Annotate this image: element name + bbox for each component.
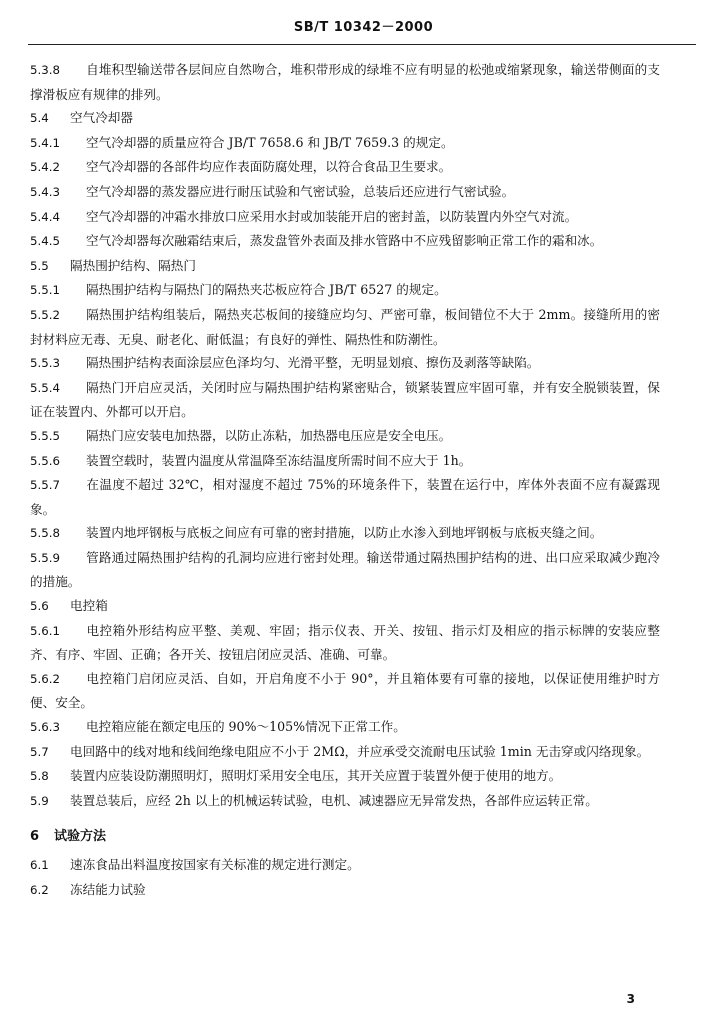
clause-number: 5.5.2 [30, 307, 61, 322]
clause-number: 5.5.5 [30, 428, 61, 443]
clause-6-1 [30, 853, 660, 878]
clause-number: 5.5.4 [30, 380, 61, 395]
clause-text: 空气冷却器的冲霜水排放口应采用水封或加装能开启的密封盖，以防装置内外空气对流。 [86, 208, 578, 224]
clause-number: 5.4.5 [30, 234, 61, 249]
clause-text: 装置空载时，装置内温度从常温降至冻结温度所需时间不应大于 1h。 [86, 452, 472, 468]
clause-5-5-3 [30, 351, 660, 376]
clause-text: 自堆积型输送带各层间应自然吻合，堆积带形成的绿堆不应有明显的松弛或缩紧现象，输送带侧面的支撑滑板应有规律的排列。 [30, 62, 660, 102]
clause-number: 5.9 [30, 793, 49, 808]
clause-text: 电回路中的线对地和线间绝缘电阻应不小于 2MΩ，并应承受交流耐电压试验 1min 无击穿或闪络现象。 [70, 743, 650, 759]
clause-text: 隔热围护结构与隔热门的隔热夹芯板应符合 JB/T 6527 的规定。 [86, 282, 447, 298]
clause-number: 5.6 [30, 599, 49, 614]
clause-text: 空气冷却器的蒸发器应进行耐压试验和气密试验，总装后还应进行气密试验。 [86, 183, 515, 199]
section-title: 试验方法 [54, 829, 107, 845]
clause-number: 5.5.8 [30, 526, 61, 541]
clause-number: 5.6.1 [30, 623, 61, 638]
clause-number: 5.4 [30, 111, 49, 126]
clause-text: 电控箱门启闭应灵活、自如，开启角度不小于 90°，并且箱体要有可靠的接地，以保证使用维护时方便、安全。 [30, 670, 660, 711]
clause-5-4-1 [30, 131, 660, 156]
clause-text: 空气冷却器的质量应符合 JB/T 7658.6 和 JB/T 7659.3 的规定。 [86, 134, 454, 150]
standard-code-header: SB/T 10342－2000 [293, 20, 434, 35]
clause-number: 5.5.7 [30, 478, 61, 493]
clause-number: 5.4.2 [30, 160, 61, 175]
clause-5-5 [30, 254, 660, 279]
clause-5-9 [30, 789, 660, 814]
clause-5-5-8 [30, 521, 660, 546]
clause-5-5-1 [30, 278, 660, 303]
clause-text: 隔热门开启应灵活，关闭时应与隔热围护结构紧密贴合，锁紧装置应牢固可靠，并有安全脱锁装置，保证在装置内、外都可以开启。 [30, 379, 660, 420]
clause-text: 空气冷却器的各部件均应作表面防腐处理，以符合食品卫生要求。 [86, 159, 452, 175]
page-number: 3 [626, 992, 635, 1006]
clause-5-4 [30, 106, 660, 131]
clause-text: 速冻食品出料温度按国家有关标准的规定进行测定。 [70, 857, 360, 872]
clause-text: 冻结能力试验 [70, 881, 146, 897]
clause-text: 装置内地坪钢板与底板之间应有可靠的密封措施，以防止水渗入到地坪钢板与底板夹缝之间。 [86, 525, 603, 541]
clause-5-6-3 [30, 715, 660, 740]
clause-number: 5.5.6 [30, 453, 61, 468]
clause-number: 5.6.3 [30, 720, 61, 735]
clause-text: 管路通过隔热围护结构的孔洞均应进行密封处理。输送带通过隔热围护结构的进、出口应采取减少跑冷的措施。 [30, 549, 660, 590]
clause-text: 隔热门应安装电加热器，以防止冻粘，加热器电压应是安全电压。 [86, 427, 452, 443]
clause-5-6-2 [30, 667, 660, 715]
clause-text: 电控箱应能在额定电压的 90%～105%情况下正常工作。 [86, 719, 406, 735]
clause-text: 装置总装后，应经 2h 以上的机械运转试验，电机、减速器应无异常发热，各部件应运转正常。 [70, 792, 598, 808]
section-number: 6 [30, 829, 40, 845]
clause-text: 在温度不超过 32℃，相对湿度不超过 75%的环境条件下，装置在运行中，库体外表面不应有凝露现象。 [30, 477, 660, 517]
clause-number: 6.1 [30, 858, 49, 872]
clause-5-4-5 [30, 229, 660, 254]
clause-text: 隔热围护结构、隔热门 [70, 257, 196, 273]
clause-6-2 [30, 878, 660, 903]
clause-5-5-2 [30, 303, 660, 351]
document-body [30, 58, 660, 902]
header-rule [28, 44, 696, 45]
clause-number: 5.4.1 [30, 135, 61, 150]
clause-text: 隔热围护结构组装后，隔热夹芯板间的接缝应均匀、严密可靠，板间错位不大于 2mm。接缝所用的密封材料应无毒、无臭、耐老化、耐低温；有良好的弹性、隔热性和防潮性。 [30, 306, 660, 347]
clause-5-6 [30, 594, 660, 619]
clause-number: 5.5.1 [30, 283, 61, 298]
clause-number: 5.6.2 [30, 671, 61, 686]
clause-5-6-1 [30, 619, 660, 667]
clause-text: 空气冷却器 [70, 110, 133, 126]
section-6-heading [30, 825, 660, 849]
clause-text: 装置内应装设防潮照明灯，照明灯采用安全电压，其开关应置于装置外便于使用的地方。 [70, 768, 562, 784]
clause-5-4-3 [30, 180, 660, 205]
clause-5-7 [30, 740, 660, 765]
clause-5-3-8 [30, 58, 660, 106]
clause-number: 5.3.8 [30, 63, 61, 77]
clause-5-5-7 [30, 473, 660, 521]
clause-5-4-2 [30, 155, 660, 180]
clause-number: 5.5 [30, 258, 49, 273]
clause-text: 隔热围护结构表面涂层应色泽均匀、光滑平整，无明显划痕、擦伤及剥落等缺陷。 [86, 355, 540, 371]
clause-text: 电控箱 [70, 598, 108, 614]
clause-5-4-4 [30, 205, 660, 230]
clause-number: 5.5.9 [30, 550, 61, 565]
clause-5-8 [30, 764, 660, 789]
clause-text: 空气冷却器每次融霜结束后，蒸发盘管外表面及排水管路中不应残留影响正常工作的霜和冰。 [86, 233, 603, 249]
clause-5-5-6 [30, 449, 660, 474]
clause-text: 电控箱外形结构应平整、美观、牢固；指示仪表、开关、按钮、指示灯及相应的指示标牌的安装应整齐、有序、牢固、正确；各开关、按钮启闭应灵活、准确、可靠。 [30, 622, 660, 663]
clause-number: 6.2 [30, 882, 49, 897]
clause-number: 5.4.3 [30, 184, 61, 199]
clause-number: 5.4.4 [30, 209, 61, 224]
clause-number: 5.5.3 [30, 356, 61, 371]
clause-number: 5.7 [30, 744, 49, 759]
clause-5-5-4 [30, 376, 660, 424]
clause-5-5-5 [30, 424, 660, 449]
clause-number: 5.8 [30, 769, 49, 784]
clause-5-5-9 [30, 546, 660, 594]
